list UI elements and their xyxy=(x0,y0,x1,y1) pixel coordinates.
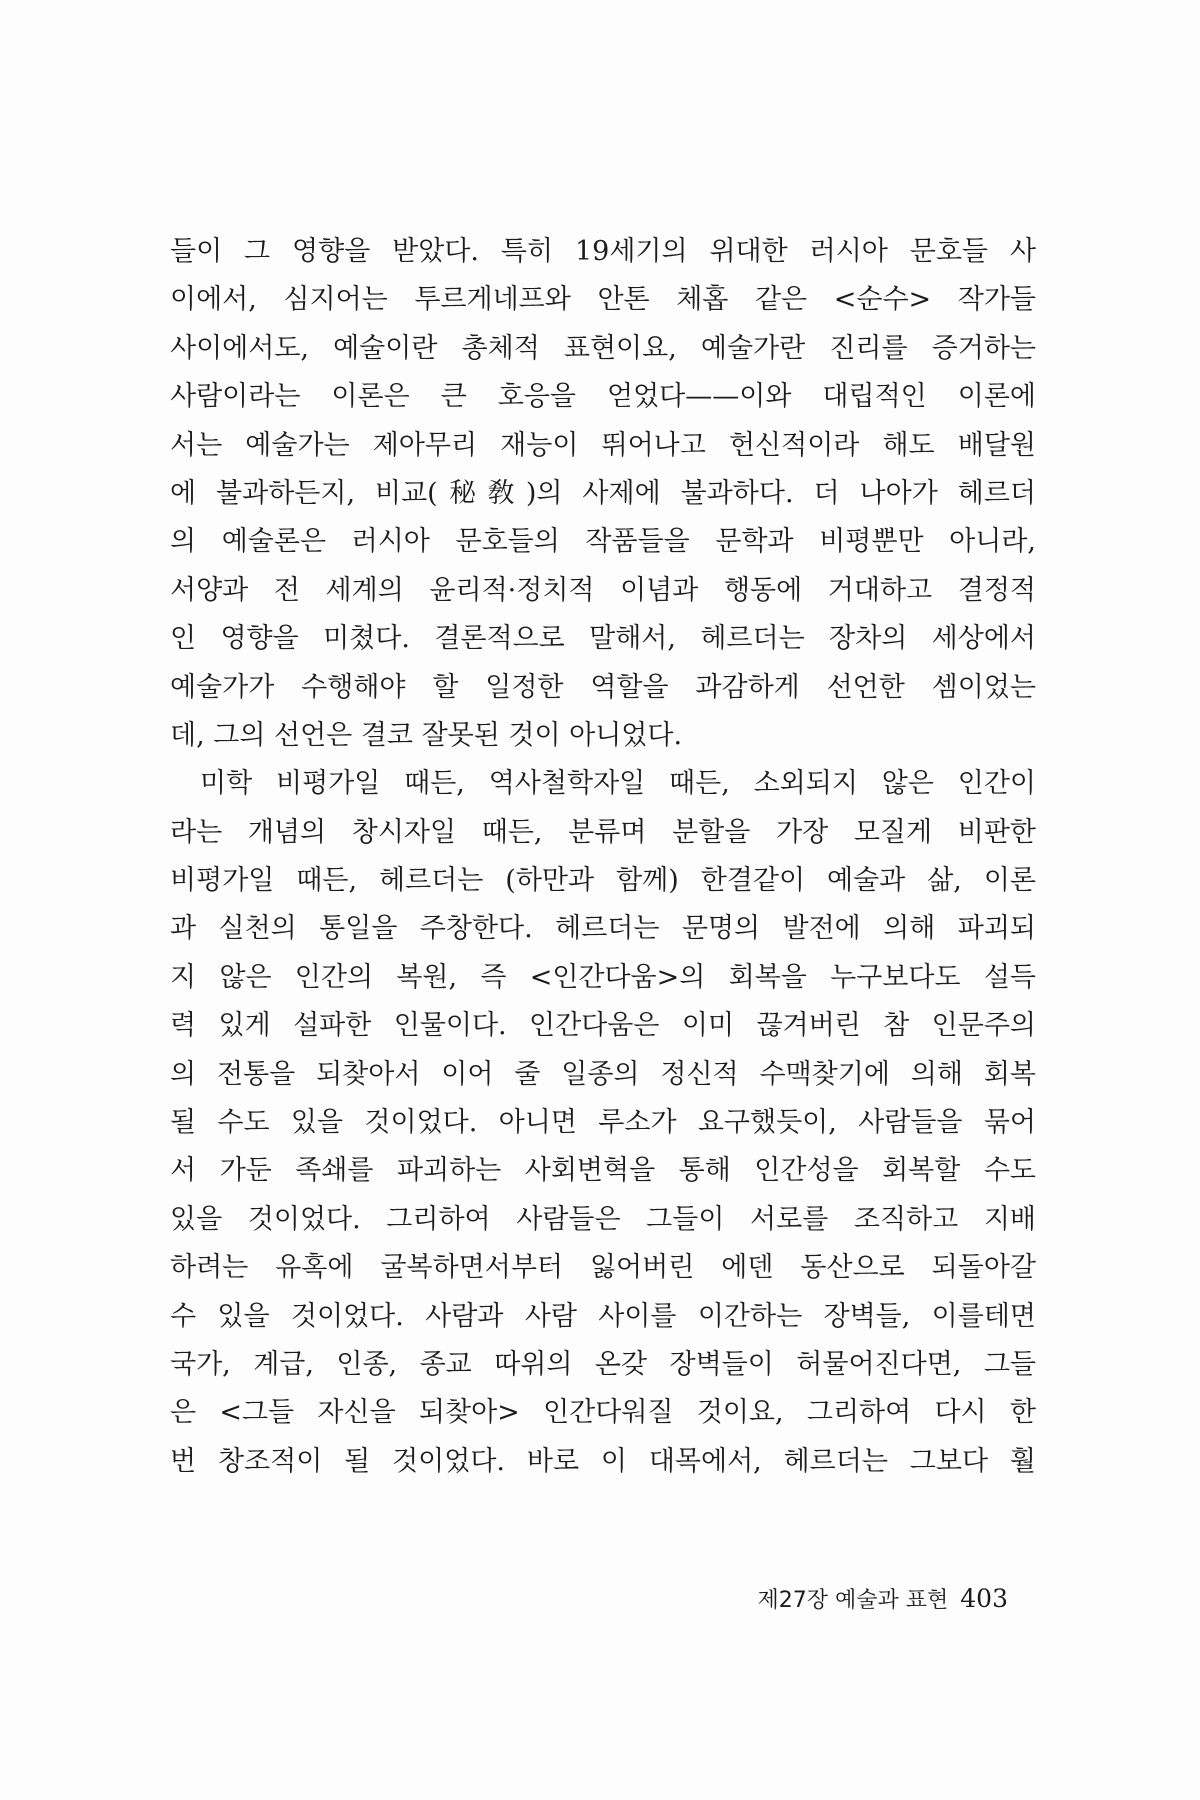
text-line: 지 않은 인간의 복원, 즉 <인간다움>의 회복을 누구보다도 설득 xyxy=(170,961,1036,993)
running-footer xyxy=(758,1583,1008,1614)
body-text xyxy=(170,228,1036,1486)
text-line: 서양과 전 세계의 윤리적·정치적 이념과 행동에 거대하고 결정적 xyxy=(170,574,1036,606)
text-line: 이에서, 심지어는 투르게네프와 안톤 체홉 같은 <순수> 작가들 xyxy=(170,284,1036,316)
text-line: 력 있게 설파한 인물이다. 인간다움은 이미 끊겨버린 참 인문주의 xyxy=(170,1010,1036,1042)
text-line: 예술가가 수행해야 할 일정한 역할을 과감하게 선언한 셈이었는 xyxy=(170,671,1036,703)
text-line: 사이에서도, 예술이란 총체적 표현이요, 예술가란 진리를 증거하는 xyxy=(170,332,1036,364)
text-line: 비평가일 때든, 헤르더는 (하만과 함께) 한결같이 예술과 삶, 이론 xyxy=(170,865,1036,897)
text-line: 라는 개념의 창시자일 때든, 분류며 분할을 가장 모질게 비판한 xyxy=(170,816,1036,848)
text-line: 과 실천의 통일을 주창한다. 헤르더는 문명의 발전에 의해 파괴되 xyxy=(170,913,1036,945)
page-number: 403 xyxy=(960,1584,1008,1613)
text-line: 서 가둔 족쇄를 파괴하는 사회변혁을 통해 인간성을 회복할 수도 xyxy=(170,1155,1036,1187)
text-line: 있을 것이었다. 그리하여 사람들은 그들이 서로를 조직하고 지배 xyxy=(170,1203,1036,1235)
text-line: 들이 그 영향을 받았다. 특히 19세기의 위대한 러시아 문호들 사 xyxy=(170,236,1036,267)
text-line: 데, 그의 선언은 결코 잘못된 것이 아니었다. xyxy=(170,719,683,751)
text-line: 국가, 계급, 인종, 종교 따위의 온갖 장벽들이 허물어진다면, 그들 xyxy=(170,1348,1036,1380)
text-line: 인 영향을 미쳤다. 결론적으로 말해서, 헤르더는 장차의 세상에서 xyxy=(170,623,1036,655)
text-line: 에 불과하든지, 비교(秘敎)의 사제에 불과하다. 더 나아가 헤르더 xyxy=(170,477,1036,509)
text-line: 은 <그들 자신을 되찾아> 인간다워질 것이요, 그리하여 다시 한 xyxy=(170,1397,1036,1429)
text-line: 번 창조적이 될 것이었다. 바로 이 대목에서, 헤르더는 그보다 훨 xyxy=(170,1445,1036,1477)
text-line: 사람이라는 이론은 큰 호응을 얻었다——이와 대립적인 이론에 xyxy=(170,381,1036,413)
paragraph-first-line: 미학 비평가일 때든, 역사철학자일 때든, 소외되지 않은 인간이 xyxy=(200,768,1036,800)
text-line: 될 수도 있을 것이었다. 아니면 루소가 요구했듯이, 사람들을 묶어 xyxy=(170,1107,1036,1139)
chapter-title: 제27장 예술과 표현 xyxy=(757,1588,949,1613)
text-line: 의 예술론은 러시아 문호들의 작품들을 문학과 비평뿐만 아니라, xyxy=(170,526,1036,558)
text-line: 서는 예술가는 제아무리 재능이 뛰어나고 헌신적이라 해도 배달원 xyxy=(170,429,1036,461)
text-line: 의 전통을 되찾아서 이어 줄 일종의 정신적 수맥찾기에 의해 회복 xyxy=(170,1058,1036,1090)
text-line: 수 있을 것이었다. 사람과 사람 사이를 이간하는 장벽들, 이를테면 xyxy=(170,1300,1036,1332)
text-line: 하려는 유혹에 굴복하면서부터 잃어버린 에덴 동산으로 되돌아갈 xyxy=(170,1252,1036,1284)
